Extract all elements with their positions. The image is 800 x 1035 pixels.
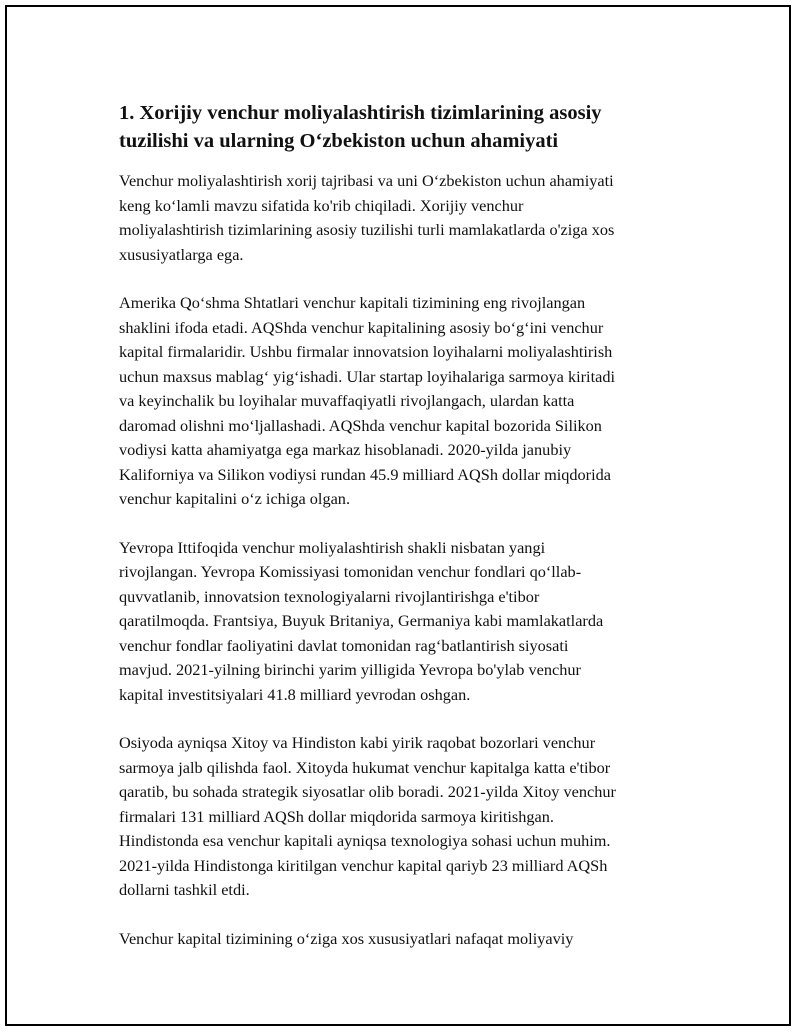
paragraph-asia: Osiyoda ayniqsa Xitoy va Hindiston kabi yirik raqobat bozorlari venchur sarmoya jalb qilishda faol. Xitoyda hukumat venchur kapitalga katta e'tibor qaratib, bu sohada strategik siyosatlar olib boradi. 2021-yilda Xitoy venchur firmalari 131 milliard AQSh dollar miqdorida sarmoya kiritishgan. Hindistonda esa venchur kapitali ayniqsa texnologiya sohasi uchun muhim. 2021-yilda Hindistonga kiritilgan venchur kapital qariyb 23 milliard AQSh dollarni tashkil etdi. <box>119 733 616 899</box>
paragraph-closing: Venchur kapital tizimining o‘ziga xos xususiyatlari nafaqat moliyaviy <box>119 928 574 948</box>
paragraph-usa: Amerika Qo‘shma Shtatlari venchur kapitali tizimining eng rivojlangan shaklini ifoda etadi. AQShda venchur kapitalining asosiy bo‘g‘ini venchur kapital firmalaridir. Ushbu firmalar innovatsion loyihalarni moliyalashtirish uchun maxsus mablag‘ yig‘ishadi. Ular startap loyihalariga sarmoya kiritadi va keyinchalik bu loyihalar muvaffaqiyatli rivojlangach, ulardan katta daromad olishni mo‘ljallashadi. AQShda venchur kapital bozorida Silikon vodiysi katta ahamiyatga ega markaz hisoblanadi. 2020-yilda janubiy Kaliforniya va Silikon vodiysi rundan 45.9 milliard AQSh dollar miqdorida venchur kapitalini o‘z ichiga olgan. <box>119 293 615 508</box>
paragraph-intro: Venchur moliyalashtirish xorij tajribasi va uni O‘zbekiston uchun ahamiyati keng ko‘lamli mavzu sifatida ko'rib chiqiladi. Xorijiy venchur moliyalashtirish tizimlarining asosiy tuzilishi turli mamlakatlarda o'ziga xos xususiyatlarga ega. <box>119 171 615 264</box>
page-frame <box>5 5 791 1026</box>
document-body <box>119 99 691 975</box>
paragraph-europe: Yevropa Ittifoqida venchur moliyalashtirish shakli nisbatan yangi rivojlangan. Yevropa Komissiyasi tomonidan venchur fondlari qo‘llab- quvvatlanib, innovatsion texnologiyalarni rivojlantirishga e'tibor qaratilmoqda. Frantsiya, Buyuk Britaniya, Germaniya kabi mamlakatlarda venchur fondlar faoliyatini davlat tomonidan rag‘batlantirish siyosati mavjud. 2021-yilning birinchi yarim yilligida Yevropa bo'ylab venchur kapital investitsiyalari 41.8 milliard yevrodan oshgan. <box>119 537 604 704</box>
section-heading: 1. Xorijiy venchur moliyalashtirish tizimlarining asosiy tuzilishi va ularning O‘zbekiston uchun ahamiyati <box>119 102 602 152</box>
